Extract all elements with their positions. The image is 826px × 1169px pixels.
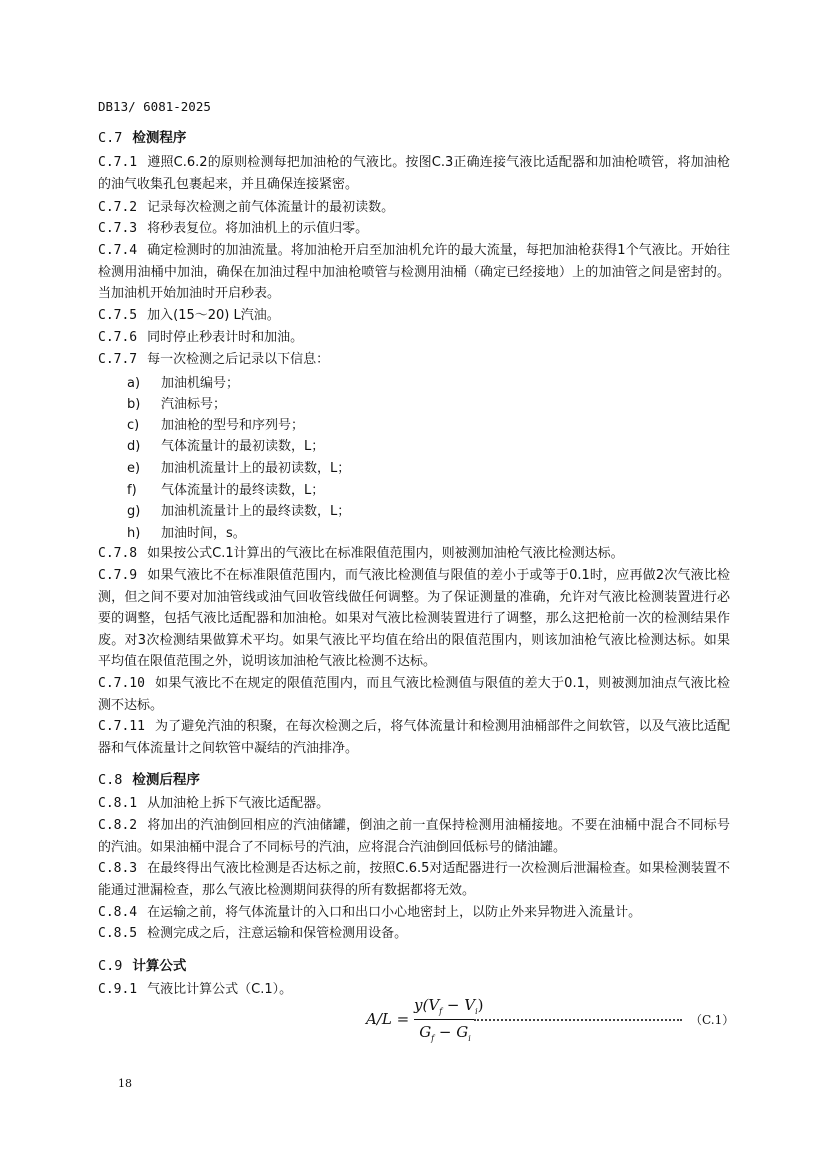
list-item xyxy=(127,414,304,433)
clause-c-8-1 xyxy=(98,793,730,815)
numerator-part: y(V xyxy=(414,996,440,1014)
clause-text: 记录每次检测之前气体流量计的最初读数。 xyxy=(147,200,395,215)
clause-number: C.8.3 xyxy=(98,861,138,876)
formula-lhs: A/L = xyxy=(366,1010,410,1028)
clause-number: C.8.1 xyxy=(98,796,138,811)
denominator-part: − G xyxy=(434,1023,469,1041)
clause-number: C.7.7 xyxy=(98,352,138,367)
section-number: C.8 xyxy=(98,772,123,788)
clause-c-7-2 xyxy=(98,197,730,219)
clause-number: C.7.10 xyxy=(98,676,145,691)
clause-c-8-2 xyxy=(98,815,730,858)
list-item-text: 加油机流量计上的最初读数，L； xyxy=(161,461,351,476)
clause-c-7-5 xyxy=(98,305,730,327)
denominator-part: G xyxy=(419,1023,432,1041)
numerator-part: − V xyxy=(442,996,476,1014)
list-item xyxy=(127,457,350,476)
clause-c-8-5 xyxy=(98,923,730,945)
clause-number: C.7.11 xyxy=(98,719,145,734)
clause-text: 为了避免汽油的积聚，在每次检测之后，将气体流量计和检测用油桶部件之间软管，以及气液比适配器和气体流量计之间软管中凝结的汽油排净。 xyxy=(98,719,730,756)
list-item-label: a) xyxy=(127,376,141,391)
clause-text: 加入(15～20) L汽油。 xyxy=(147,308,280,323)
clause-number: C.7.1 xyxy=(98,155,138,170)
clause-text: 如果气液比不在标准限值范围内，而气液比检测值与限值的差小于或等于0.1时，应再做2次气液比检测，但之间不要对加油管线或油气回收管线做任何调整。为了保证测量的准确，允许对气液比检测装置进行必要的调整，包括气液比适配器和加油枪。如果对气液比检测装置进行了调整，那么这把枪前一次的检测结果作废。对3次检测结果做算术平均。如果气液比平均值在给出的限值范围内，则该加油枪气液比检测达标。如果平均值在限值范围之外，说明该加油枪气液比检测不达标。 xyxy=(98,568,730,669)
clause-text: 在运输之前，将气体流量计的入口和出口小心地密封上，以防止外来异物进入流量计。 xyxy=(147,905,642,920)
clause-text: 遵照C.6.2的原则检测每把加油枪的气液比。按图C.3正确连接气液比适配器和加油枪喷管，将加油枪的油气收集孔包裹起来，并且确保连接紧密。 xyxy=(98,155,730,192)
list-item xyxy=(127,522,246,541)
clause-c-7-8 xyxy=(98,543,730,565)
clause-number: C.8.5 xyxy=(98,926,138,941)
list-item-text: 加油枪的型号和序列号； xyxy=(161,418,305,433)
clause-number: C.7.2 xyxy=(98,200,138,215)
clause-text: 从加油枪上拆下气液比适配器。 xyxy=(147,796,330,811)
clause-text: 检测完成之后，注意运输和保管检测用设备。 xyxy=(147,926,408,941)
clause-number: C.7.4 xyxy=(98,243,138,258)
fraction-bar xyxy=(414,1019,476,1020)
clause-c-7-7 xyxy=(98,349,730,371)
list-item-label: b) xyxy=(127,397,141,412)
list-item xyxy=(127,435,324,454)
clause-number: C.7.8 xyxy=(98,546,138,561)
list-item-label: h) xyxy=(127,526,141,541)
list-item-text: 气体流量计的最终读数，L； xyxy=(161,483,325,498)
clause-text: 确定检测时的加油流量。将加油枪开启至加油机允许的最大流量，每把加油枪获得1个气液比。开始往检测用油桶中加油，确保在加油过程中加油枪喷管与检测用油桶（确定已经接地）上的加油管之间是密封的。当加油机开始加油时开启秒表。 xyxy=(98,243,730,301)
clause-c-8-3 xyxy=(98,858,730,901)
clause-number: C.7.3 xyxy=(98,221,138,236)
clause-text: 气液比计算公式（C.1）。 xyxy=(147,982,293,997)
list-item-text: 加油时间，s。 xyxy=(161,526,246,541)
section-title: 计算公式 xyxy=(132,958,187,974)
list-item-label: d) xyxy=(127,439,141,454)
clause-c-7-9 xyxy=(98,565,730,673)
document-code: DB13/ 6081-2025 xyxy=(98,99,211,114)
clause-text: 将秒表复位。将加油机上的示值归零。 xyxy=(147,221,369,236)
formula-fraction xyxy=(414,996,484,1043)
list-item xyxy=(127,479,324,498)
numerator-part: ) xyxy=(477,996,484,1014)
formula-leader-dots xyxy=(474,1019,682,1021)
formula-numerator xyxy=(414,996,484,1018)
clause-number: C.9.1 xyxy=(98,982,138,997)
list-item xyxy=(127,500,350,519)
section-heading-c7 xyxy=(98,126,186,146)
formula-denominator xyxy=(414,1023,476,1043)
subscript: i xyxy=(468,1034,471,1043)
equation-number: （C.1） xyxy=(690,1013,735,1027)
section-number: C.7 xyxy=(98,130,123,146)
subscript: f xyxy=(439,1007,443,1016)
clause-number: C.8.4 xyxy=(98,905,138,920)
section-number: C.9 xyxy=(98,958,123,974)
list-item xyxy=(127,372,239,391)
section-heading-c8 xyxy=(98,768,200,788)
clause-c-7-11 xyxy=(98,716,730,759)
clause-number: C.7.6 xyxy=(98,330,138,345)
clause-c-7-4 xyxy=(98,240,730,305)
list-item-text: 汽油标号； xyxy=(161,397,227,412)
section-heading-c9 xyxy=(98,954,186,974)
list-item-label: g) xyxy=(127,504,141,519)
clause-number: C.7.5 xyxy=(98,308,138,323)
clause-text: 每一次检测之后记录以下信息： xyxy=(147,352,330,367)
clause-number: C.8.2 xyxy=(98,818,138,833)
clause-number: C.7.9 xyxy=(98,568,138,583)
section-title: 检测后程序 xyxy=(132,772,200,788)
clause-text: 同时停止秒表计时和加油。 xyxy=(147,330,304,345)
clause-c-7-3 xyxy=(98,218,730,240)
list-item-text: 加油机流量计上的最终读数，L； xyxy=(161,504,351,519)
clause-c-7-10 xyxy=(98,673,730,716)
clause-text: 如果气液比不在规定的限值范围内，而且气液比检测值与限值的差大于0.1，则被测加油点气液比检测不达标。 xyxy=(98,676,730,713)
list-item-label: f) xyxy=(127,483,137,498)
list-item-label: e) xyxy=(127,461,141,476)
subscript: f xyxy=(431,1034,435,1043)
clause-text: 如果按公式C.1计算出的气液比在标准限值范围内，则被测加油枪气液比检测达标。 xyxy=(147,546,624,561)
list-item xyxy=(127,393,226,412)
section-title: 检测程序 xyxy=(132,130,187,146)
subscript: i xyxy=(475,1007,478,1016)
list-item-text: 气体流量计的最初读数，L； xyxy=(161,439,325,454)
clause-text: 将加出的汽油倒回相应的汽油储罐，倒油之前一直保持检测用油桶接地。不要在油桶中混合不同标号的汽油。如果油桶中混合了不同标号的汽油，应将混合汽油倒回低标号的储油罐。 xyxy=(98,818,730,855)
page-number: 18 xyxy=(118,1077,132,1090)
clause-text: 在最终得出气液比检测是否达标之前，按照C.6.5对适配器进行一次检测后泄漏检查。如果检测装置不能通过泄漏检查，那么气液比检测期间获得的所有数据都将无效。 xyxy=(98,861,730,898)
clause-c-7-1 xyxy=(98,152,730,195)
clause-c-7-6 xyxy=(98,327,730,349)
list-item-label: c) xyxy=(127,418,140,433)
clause-c-8-4 xyxy=(98,902,730,924)
list-item-text: 加油机编号； xyxy=(161,376,240,391)
